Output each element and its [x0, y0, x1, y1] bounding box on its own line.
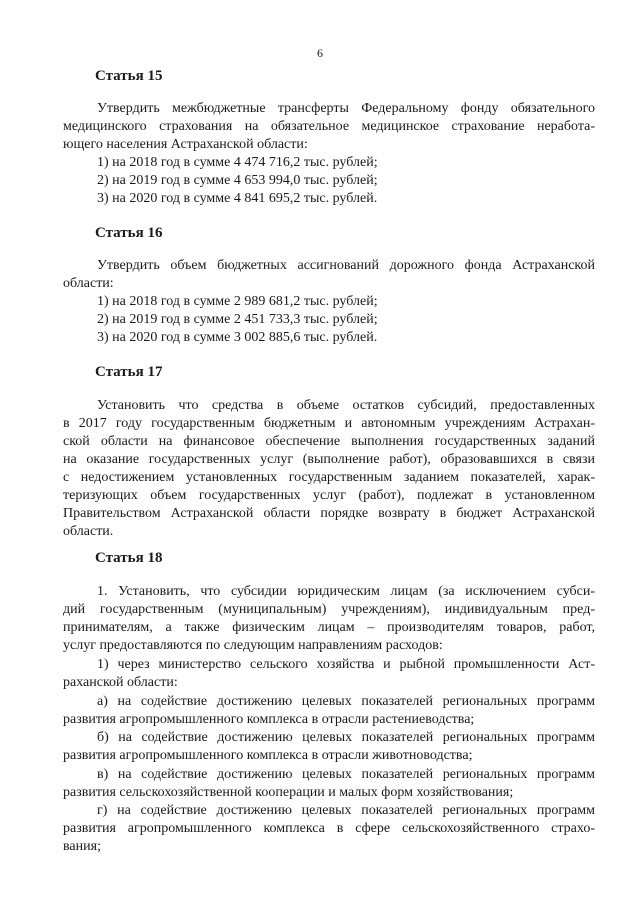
article-17-line: теризующих объем государственных услуг (работ), подлежат в установленном: [63, 488, 595, 503]
article-18-line: развития сельскохозяйственной кооперации и малых форм хозяйствования;: [63, 785, 514, 800]
article-15-item: 1) на 2018 год в сумме 4 474 716,2 тыс. рублей;: [97, 155, 378, 170]
article-15-item: 3) на 2020 год в сумме 4 841 695,2 тыс. рублей.: [97, 191, 378, 206]
article-17-line: Правительством Астраханской области порядке возврату в бюджет Астраханской: [63, 506, 595, 521]
article-18-subitem: г) на содействие достижению целевых показателей региональных программ: [97, 803, 595, 818]
article-16-line: области:: [63, 276, 114, 291]
article-17-line: области.: [63, 524, 114, 539]
article-15-item: 2) на 2019 год в сумме 4 653 994,0 тыс. рублей;: [97, 173, 378, 188]
article-18-line: развития агропромышленного комплекса в сфере сельскохозяйственного страхо-: [63, 821, 595, 836]
article-18-line: 1) через министерство сельского хозяйства и рыбной промышленности Аст-: [97, 657, 595, 672]
article-18-subitem: а) на содействие достижению целевых показателей региональных программ: [97, 694, 595, 709]
article-18-subitem: в) на содействие достижению целевых показателей региональных программ: [97, 767, 595, 782]
article-16-item: 2) на 2019 год в сумме 2 451 733,3 тыс. рублей;: [97, 312, 378, 327]
article-15-line: Утвердить межбюджетные трансферты Федеральному фонду обязательного: [97, 101, 595, 116]
article-15-line: ющего населения Астраханской области:: [63, 137, 308, 152]
article-15-title: Статья 15: [95, 68, 163, 84]
article-17-line: на оказание государственных услуг (выполнение работ), образовавшихся в связи: [63, 452, 595, 467]
article-18-line: раханской области:: [63, 675, 178, 690]
article-16-title: Статья 16: [95, 225, 163, 241]
article-15-line: медицинского страхования на обязательное медицинское страхование неработа-: [63, 119, 595, 134]
article-18-line: принимателям, а также физическим лицам – производителям товаров, работ,: [63, 620, 595, 635]
article-18-line: 1. Установить, что субсидии юридическим лицам (за исключением субси-: [97, 584, 595, 599]
article-18-subitem: б) на содействие достижению целевых показателей региональных программ: [97, 730, 595, 745]
page-number: 6: [317, 46, 323, 60]
article-16-item: 1) на 2018 год в сумме 2 989 681,2 тыс. рублей;: [97, 294, 378, 309]
article-17-line: ской области на финансовое обеспечение выполнения государственных заданий: [63, 434, 595, 449]
article-18-line: вания;: [63, 839, 101, 854]
article-17-line: в 2017 году государственным бюджетным и автономным учреждениям Астрахан-: [63, 416, 595, 431]
article-18-line: развития агропромышленного комплекса в отрасли животноводства;: [63, 748, 473, 763]
article-18-line: развития агропромышленного комплекса в отрасли растениеводства;: [63, 712, 475, 727]
article-18-line: услуг предоставляются по следующим направлениям расходов:: [63, 638, 443, 653]
article-16-item: 3) на 2020 год в сумме 3 002 885,6 тыс. рублей.: [97, 330, 378, 345]
article-18-line: дий государственным (муниципальным) учреждениям), индивидуальным пред-: [63, 602, 595, 617]
article-16-line: Утвердить объем бюджетных ассигнований дорожного фонда Астраханской: [97, 258, 595, 273]
article-18-title: Статья 18: [95, 550, 163, 566]
article-17-title: Статья 17: [95, 364, 163, 380]
article-17-line: Установить что средства в объеме остатков субсидий, предоставленных: [97, 398, 595, 413]
article-17-line: с недостижением установленных государственным заданием показателей, харак-: [63, 470, 595, 485]
